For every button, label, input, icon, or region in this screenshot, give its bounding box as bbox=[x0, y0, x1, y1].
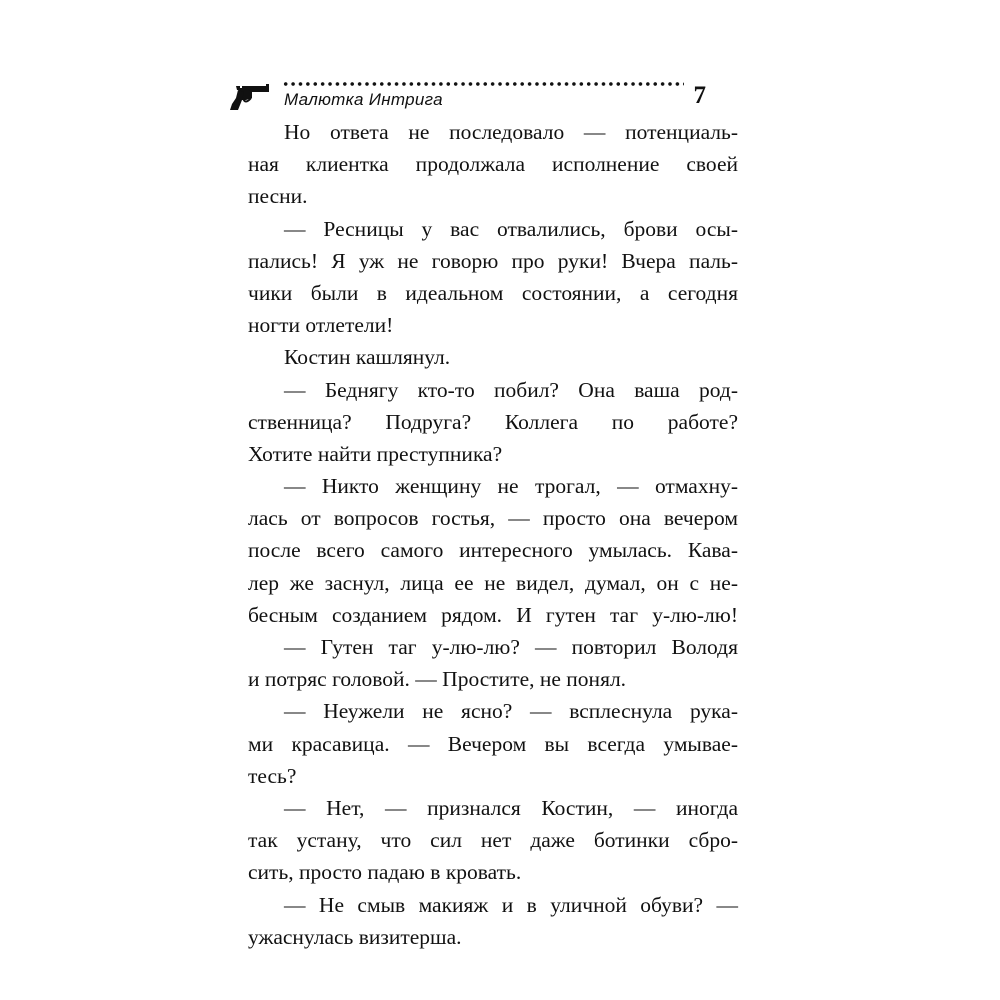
text-line: — Не смыв макияж и в уличной обуви? — bbox=[284, 892, 738, 917]
text-line: ногти отлетели! bbox=[248, 313, 394, 338]
dotted-rule bbox=[282, 80, 684, 88]
text-line: Костин кашлянул. bbox=[284, 345, 451, 370]
running-title: Малютка Интрига bbox=[284, 90, 443, 109]
text-line: чики были в идеальном состоянии, а сегодня bbox=[248, 280, 738, 305]
text-line: после всего самого интересного умылась. Кава- bbox=[248, 538, 738, 563]
text-line: песни. bbox=[248, 184, 308, 209]
revolver-icon bbox=[228, 84, 270, 112]
text-line: ужаснулась визитерша. bbox=[248, 924, 462, 949]
text-line: — Неужели не ясно? — всплеснула рука- bbox=[284, 699, 738, 724]
text-line: бесным созданием рядом. И гутен таг у-лю-лю! bbox=[248, 602, 738, 627]
text-line: ственница? Подруга? Коллега по работе? bbox=[248, 409, 738, 434]
body-text bbox=[248, 116, 738, 953]
text-line: сить, просто падаю в кровать. bbox=[248, 860, 522, 885]
text-line: Хотите найти преступника? bbox=[248, 441, 503, 466]
text-line: — Гутен таг у-лю-лю? — повторил Володя bbox=[284, 635, 738, 659]
text-line: так устану, что сил нет даже ботинки сбро- bbox=[248, 828, 738, 853]
text-line: — Ресницы у вас отвалились, брови осы- bbox=[284, 216, 738, 241]
text-line: — Никто женщину не трогал, — отмахну- bbox=[284, 474, 738, 499]
text-line: лась от вопросов гостья, — просто она вечером bbox=[248, 506, 738, 531]
page-header bbox=[228, 78, 718, 118]
text-line: — Беднягу кто-то побил? Она ваша род- bbox=[284, 377, 738, 402]
text-line: ми красавица. — Вечером вы всегда умывае- bbox=[248, 731, 738, 756]
text-line: пались! Я уж не говорю про руки! Вчера паль- bbox=[248, 248, 738, 273]
text-line: тесь? bbox=[248, 763, 297, 788]
page-number: 7 bbox=[693, 82, 706, 109]
text-line: — Нет, — признался Костин, — иногда bbox=[284, 795, 738, 820]
text-line: лер же заснул, лица ее не видел, думал, он с не- bbox=[248, 570, 738, 595]
text-line: Но ответа не последовало — потенциаль- bbox=[284, 120, 738, 144]
text-line: ная клиентка продолжала исполнение своей bbox=[248, 152, 738, 177]
text-line: и потряс головой. — Простите, не понял. bbox=[248, 667, 627, 692]
